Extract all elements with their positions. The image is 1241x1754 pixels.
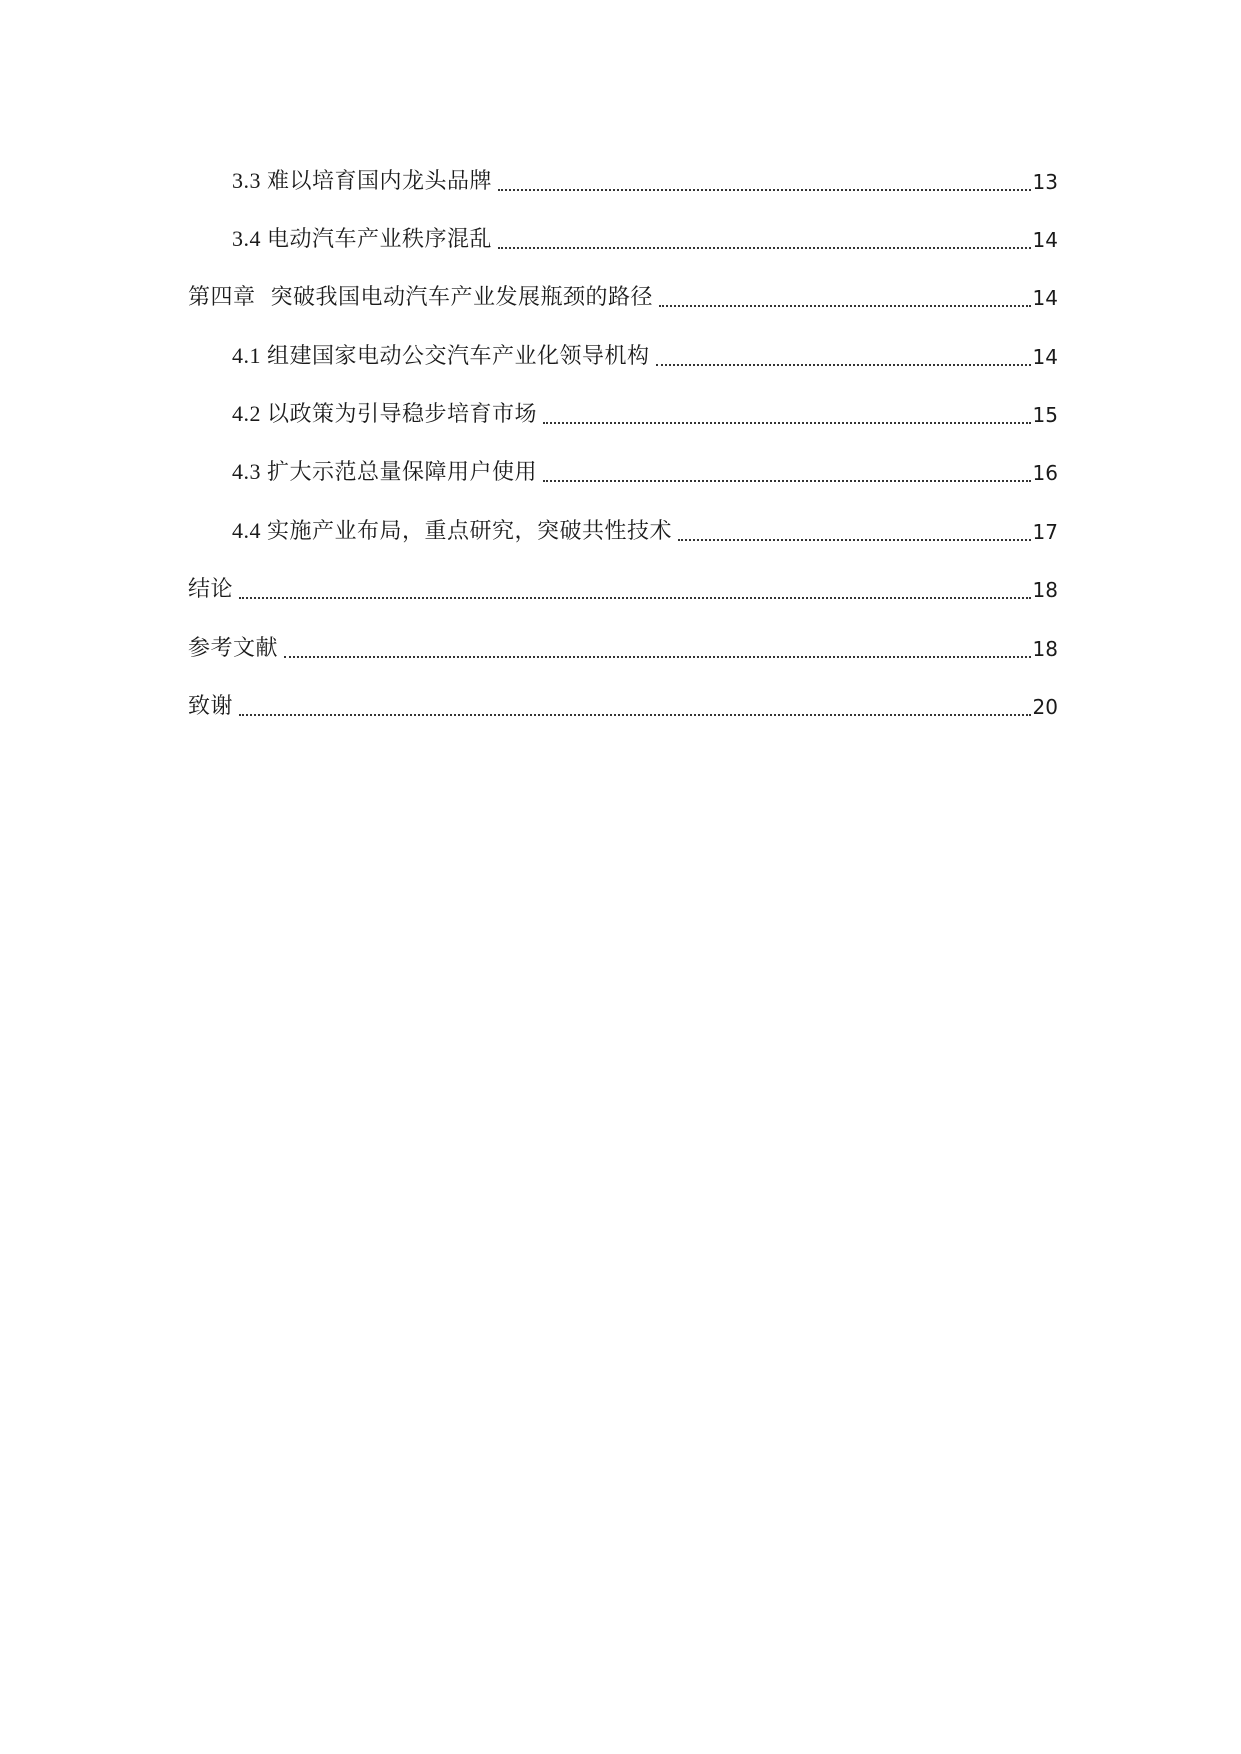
- toc-entry-title: [188, 693, 233, 721]
- toc-entry-page-number: 20: [1032, 695, 1058, 719]
- toc-entry-text: 结论: [188, 577, 234, 602]
- toc-dot-leader: [239, 576, 1031, 604]
- toc-entry-number: 4.3: [232, 459, 261, 484]
- toc-dot-leader: [678, 518, 1031, 546]
- toc-entry-title: [232, 458, 537, 487]
- toc-dot-leader: [656, 343, 1031, 371]
- toc-entry[interactable]: [188, 506, 1058, 546]
- toc-dot-leader: [284, 635, 1031, 663]
- toc-dot-leader: [239, 693, 1031, 721]
- toc-dot-leader: [498, 226, 1031, 254]
- toc-entry-page-number: 14: [1032, 345, 1058, 369]
- toc-entry-title: [232, 400, 537, 429]
- toc-entry-text: 以政策为引导稳步培育市场: [267, 402, 538, 427]
- toc-entry[interactable]: [188, 214, 1058, 254]
- toc-entry[interactable]: [188, 272, 1058, 312]
- toc-entry-page-number: 15: [1032, 403, 1058, 427]
- toc-entry-page-number: 18: [1032, 578, 1058, 602]
- toc-entry-number: 3.3: [232, 168, 261, 193]
- toc-entry-number: 4.2: [232, 401, 261, 426]
- toc-entry-page-number: 14: [1032, 228, 1058, 252]
- toc-entry[interactable]: [188, 564, 1058, 604]
- toc-entry-text: 参考文献: [188, 636, 279, 661]
- toc-entry-text: 难以培育国内龙头品牌: [267, 169, 493, 194]
- toc-entry-title: [232, 225, 492, 254]
- toc-entry-page-number: 16: [1032, 461, 1058, 485]
- toc-entry-page-number: 18: [1032, 637, 1058, 661]
- toc-dot-leader: [498, 168, 1031, 196]
- toc-entry-text: 致谢: [188, 694, 234, 719]
- toc-entry-page-number: 13: [1032, 170, 1058, 194]
- toc-entry-title: [232, 167, 492, 196]
- toc-entry[interactable]: [188, 623, 1058, 663]
- toc-entry-text: 组建国家电动公交汽车产业化领导机构: [267, 344, 650, 369]
- toc-dot-leader: [659, 284, 1031, 312]
- toc-entry-number: 3.4: [232, 226, 261, 251]
- toc-entry-page-number: 17: [1032, 520, 1058, 544]
- toc-entry[interactable]: [188, 447, 1058, 487]
- toc-entry-text: 扩大示范总量保障用户使用: [267, 460, 538, 485]
- toc-dot-leader: [543, 401, 1031, 429]
- toc-entry-title: [188, 576, 233, 604]
- toc-entry-text: 电动汽车产业秩序混乱: [267, 227, 493, 252]
- toc-entry-number: 4.1: [232, 343, 261, 368]
- toc-entry-text: 实施产业布局，重点研究，突破共性技术: [267, 519, 673, 544]
- toc-entry-text: 第四章 突破我国电动汽车产业发展瓶颈的路径: [188, 285, 653, 310]
- toc-entry[interactable]: [188, 681, 1058, 721]
- toc-entry[interactable]: [188, 156, 1058, 196]
- toc-entry-title: [232, 517, 672, 546]
- toc-entry-page-number: 14: [1032, 286, 1058, 310]
- toc-entry-number: 4.4: [232, 518, 261, 543]
- toc-dot-leader: [543, 459, 1031, 487]
- toc-entry[interactable]: [188, 389, 1058, 429]
- toc-entry-title: [188, 635, 278, 663]
- toc-entry-title: [188, 284, 653, 312]
- toc-entry[interactable]: [188, 331, 1058, 371]
- toc-entry-title: [232, 342, 650, 371]
